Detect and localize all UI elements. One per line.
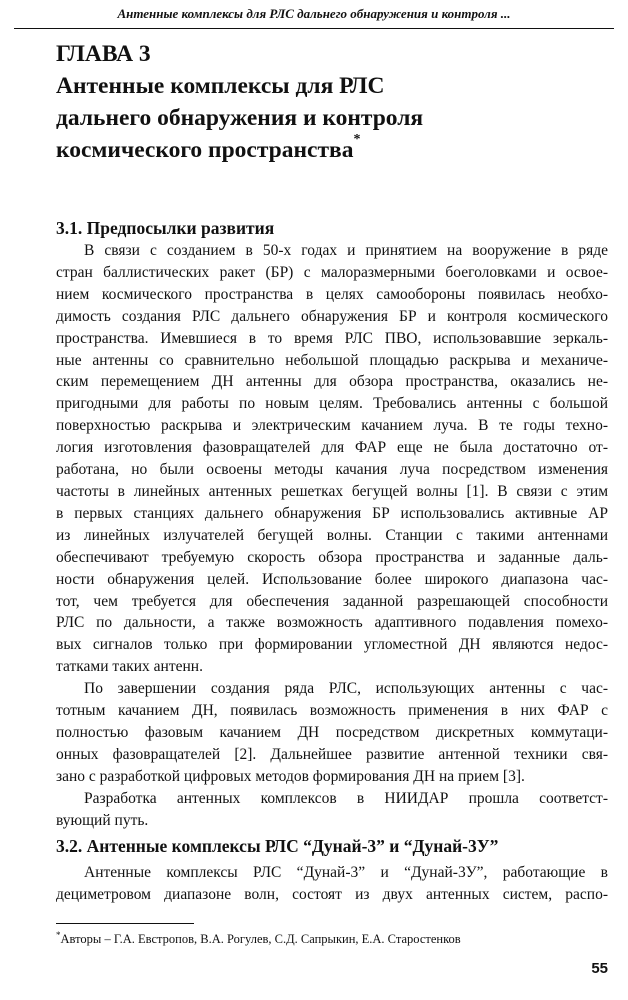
chapter-title-text: космического пространства: [56, 137, 354, 163]
chapter-label: ГЛАВА 3: [56, 41, 151, 67]
chapter-title-line: [56, 134, 596, 166]
footnote-text: Авторы – Г.А. Евстропов, В.А. Рогулев, С.Д. Сапрыкин, Е.А. Старостенков: [60, 932, 461, 946]
text-line: В связи с созданием в 50-х годах и принятием на вооружение в ряде: [84, 242, 608, 259]
text-line: ским перемещением ДН антенны для обзора пространства, оказались не-: [56, 373, 608, 391]
section-heading-3-2: 3.2. Антенные комплексы РЛС “Дунай-3” и “Дунай-3У”: [56, 836, 499, 856]
text-line: пригодными для работы по новым целям. Требовались антенны с большой: [56, 395, 608, 413]
text-line: поверхностью раскрыва и электрическим качанием луча. В те годы техно-: [56, 417, 608, 435]
text-line: онных фазовращателей [2]. Дальнейшее развитие антенной техники свя-: [56, 745, 608, 763]
text-line: обеспечивают требуемую скорость обзора пространства и заданные даль-: [56, 548, 608, 566]
text-line: частоты в линейных антенных решетках бегущей волны [1]. В связи с этим: [56, 482, 608, 500]
text-line: дециметровом диапазоне волн, состоят из двух антенных систем, распо-: [56, 885, 608, 903]
text-line: татками таких антенн.: [56, 658, 203, 676]
section-3-2-paragraph-1: [56, 862, 608, 906]
footnote-reference: *: [353, 132, 361, 147]
text-line: димость создания РЛС дальнего обнаружения БР и контроля космического: [56, 307, 608, 325]
text-line: полностью фазовым качанием ДН посредством дискретных коммутаци-: [56, 723, 608, 741]
section-3-1-paragraph-1: [56, 240, 608, 831]
section-heading-3-1: 3.1. Предпосылки развития: [56, 218, 275, 238]
footnote-mark: *: [56, 930, 61, 940]
text-line: ные антенны со сравнительно небольшой площадью раскрыва и механиче-: [56, 351, 608, 369]
text-line: По завершении создания ряда РЛС, использующих антенны с час-: [84, 680, 608, 698]
running-head: Антенные комплексы для РЛС дальнего обнаружения и контроля ...: [14, 0, 614, 29]
text-line: зано с разработкой цифровых методов формирования ДН на прием [3].: [56, 767, 525, 785]
text-line: стран баллистических ракет (БР) с малоразмерными боеголовками и освое-: [56, 263, 608, 281]
text-line: тот, чем требуется для обеспечения заданной разрешающей способности: [56, 592, 608, 610]
text-line: логия изготовления фазовращателей для ФАР еще не была достаточно от-: [56, 439, 608, 457]
text-line: из линейных излучателей бегущей волны. Станции с такими антеннами: [56, 526, 608, 544]
text-line: РЛС по дальности, а также возможность адаптивного подавления помехо-: [56, 614, 608, 632]
footnote: [56, 932, 608, 947]
text-line: в первых станциях дальнего обнаружения БР использовались активные АР: [56, 504, 608, 522]
chapter-title-line: Антенные комплексы для РЛС: [56, 73, 385, 99]
text-line: вующий путь.: [56, 811, 149, 829]
chapter-title-line: дальнего обнаружения и контроля: [56, 105, 424, 131]
text-line: пространства. Имевшиеся в то время РЛС ПВО, использовавшие зеркаль-: [56, 329, 608, 347]
text-line: вых сигналов только при формировании угломестной ДН являются недос-: [56, 636, 608, 654]
text-line: нием космического пространства в целях самообороны появилась необхо-: [56, 285, 608, 303]
chapter-title-block: [56, 38, 596, 166]
text-line: Разработка антенных комплексов в НИИДАР прошла соответст-: [84, 789, 608, 807]
footnote-divider: [56, 923, 194, 924]
page-number: 55: [591, 960, 608, 977]
text-line: тотным качанием ДН, появилась возможность применения в них ФАР с: [56, 702, 608, 720]
text-line: Антенные комплексы РЛС “Дунай-3” и “Дунай-3У”, работающие в: [84, 864, 608, 881]
text-line: ности обнаружения целей. Использование более широкого диапазона час-: [56, 570, 608, 588]
text-line: работана, но были освоены методы качания луча посредством изменения: [56, 461, 608, 479]
